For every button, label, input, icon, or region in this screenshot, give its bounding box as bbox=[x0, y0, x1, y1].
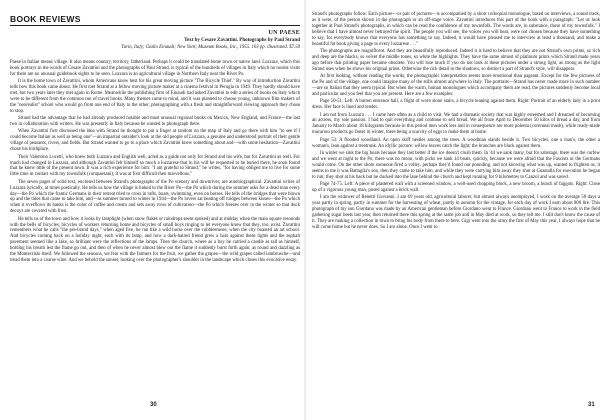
caption-paragraph: Page 53: A flooded woodland. An open skiff nestles among the trees. A woodman stands beside it. Two bicycles, one a man's, the other a woman's, lean against a treetrunk. An idyllic picture: willow leaves catch the light; the branches are black against them. bbox=[312, 137, 600, 149]
paragraph: He tells us of the town and how it looks by lamplight (when snow flakes or raindrops seem spoked) and at midday when the main square resounds with the bells of bicycles, bicycles of workers returning home and bicycles of small boys ringing to let everyone know that they, too, exist. Zavattini remembers what he calls "the pre-brand days," when aged five, he ran like a wild horse over the cobblestones, when the city boasted an art school. And bicycles coming back on a holiday night, each with its lamp, and how a dark-haired friend grew a halo against these lights and the asphalt pavement seemed like a lake, so brilliant were the reflections of the lamps. Then the church, where as a boy he carried a candle as tall as himself, holding his breath lest the flame go out, and then of when he never almost blew out the flame it suddenly burst forth again, as round and dazzling as the Montecristo itself. We followed the seasons, we fear with the farmers for the fruit, we gather the grapes—the wild grapes called lambrusche—and tread them into a coarse wine. And we behold the sunset, looking over the photographer's shoulder in the landscape which closes this evocative essay. bbox=[10, 216, 300, 263]
bibliographic-info: Turin, Italy; Giulio Einaudi; New York; Museum Books, Inc., 1955. 103 pp. illustrated. $7.50 bbox=[121, 45, 300, 50]
caption-paragraph: Page 50-51. Left: A barren entrance hall, a flight of worn stone stairs, a bicycle leaning against them. Right: Portrait of an elderly lady in a print dress. Her face is lined and tender. bbox=[312, 99, 600, 111]
paragraph: Strand's photographs follow. Each picture—or pair of pictures—is accompanied by a short colloquial monologue, based on interviews, a sound track, as it were, of the person shown in the photograph or an off-stage voice. Zavattini introduces this part of the book with a paragraph: "Let us look together at Paul Strand's photographs, in which can be read the confidence of my townsfolk. The words are, in substance, those of my townsfolk." I believe that I have almost never betrayed the spirit. The people you will see, the voices you will hear, were not chosen because they have something to say, for everybody knows that everyone has something to say. Indeed, it would have pleased me to interview at least a thousand, and make a beautiful fat book giving a page to every luzzarese . . ." bbox=[312, 12, 600, 47]
paragraph: Strand had the advantage that he had already produced notable and most unusual regional books on Mexico, New England, and France—the last two in collaboration with writers. He was presently in Italy because he wanted to photograph there. bbox=[10, 116, 300, 128]
right-page bbox=[312, 0, 600, 420]
caption-paragraph: Page 74-75. Left: A piece of plastered wall with a screened window, a well-used chopping block, a new broom, a bunch of faggots. Right: Close up of a vigorous young man, posed against a brick wall. bbox=[312, 181, 600, 193]
paragraph: I am not from Luzzara . . . I came here often as a child to visit. We had a dramatic society that was highly esteemed and I dreamed of becoming an actress, my sole passion. I had to quit everything and continue to sell bread. We all froze April to December 50 kilos of bread a day, and from January to March about 18 kilograms because in this period men work less and in consequence are more polenta (cornmeal mush), while ready-made macaroni products go faster in winter, there being a scarcity of eggs to make them at home. bbox=[312, 112, 600, 136]
paragraph: I am the widower of Benetti Giovanni. I am 69 years old, agricultural laborer, but almost always unemployed, I work on the average 50 days a year partly in spring, partly in summer for the harvesting of wheat, partly in autumn for the vintage, for each day of work I earn about 800 lire. This photograph of my son Giordano was made by an American gentleman before Giordano went to France. Giordano went to France to work in the field gathering sugar beets last year, then returned there this spring at the same job and in May died at work, so they tell me. I still don't know the cause of it. They are making a collection in town to bring his body from there to here. Gigi went into the army the first of May this year, I always hope that he will come home but he never does. So I am alone. Once I went to bbox=[312, 195, 600, 230]
paragraph: The seven pages of solid text, enclosed between Strand's photographs of the Po scenery and downriver, are autobiographical. Zavattini writes of Luzzara lyrically, at times poetically. He tells us how the village is linked to the River Po—the Po which during the summer asks for a dead man every day—the Po which the frantic Germans in their retreat tried to cross in rafts, boats, swimming, even on horses. He tells of the bridges that were blown up and the tides that came to take him, and—as summer turned to winter in 1944—the Po lovers sat beating off midges between kisses—the Po which when it overflows its banks is the color of coffee and cream and sets away rows of cultivation—the Po which freezes over in the winter so that duck decoys are covered with frost. bbox=[10, 179, 300, 215]
left-page bbox=[10, 0, 300, 420]
left-body-text bbox=[10, 60, 300, 265]
paragraph: Their Valentino Lucetti, who knew both Luzzara and English well, acted as a guide not only for Strand and his wife, but for Zavattini as well. For much had changed in Luzzara, and although Zavattini felt himself so much a luzzarese that in his will he requested to be buried there, he soon found that he knew little of the present town. It was a rich experience for him: "I am grateful to Strand," he writes, "for having obliged me to live for some little time in contact with my townsfolk (compaesani); it was at first difficult then marvellous." bbox=[10, 154, 300, 178]
page-number: 31 bbox=[588, 402, 595, 408]
heading-rule bbox=[10, 25, 300, 26]
credits-line: Text by Cesare Zavattini. Photographs by Paul Strand bbox=[184, 38, 300, 43]
gutter-divider bbox=[304, 0, 306, 420]
paragraph: The photographs are magnificent. And they are beautifully reproduced. Indeed it is hard to believe that they are not Strand's own prints, so rich and deep are the blacks, so velvet the middle tones, so white the highlights. They have the same almost of platinum prints which Strand made years ago before that printing paper became obsolete. You will lose much if you do not look at these pictures under a strong light, as strong as the light Strand uses when he shows his original prints. Otherwise the rich detail in the shadows, so distinct a part of Strand's style, will disappear. bbox=[312, 48, 600, 72]
paragraph: When Zavattini first discussed the idea with Strand he thought to put a finger at random on the map of Italy and go there with him "to see if I could become Italian as well as being one"—an impartial outsider's look at the old people of Luzzara, a genuine and understood portrait of their gentle village of peasants, rivers, and fields. But Strand wanted to go to a place which Zavattini knew something about and—with some hesitation—Zavattini chose his birthplace. bbox=[10, 129, 300, 153]
page-number: 30 bbox=[150, 402, 157, 408]
paragraph: Paese in Italian means village. It also means country, territory, fatherland. Perhaps it could be translated home town or native land. Luzzara, which this book portrays in the words of Cesare Zavattini and the photographs of Paul Strand, is typical of the hundreds of villages in Italy which no tourist visits for there are no unusual guidebook sights to be seen. Luzzara is an agricultural village in Northern Italy near the River Po. bbox=[10, 60, 300, 77]
section-heading: BOOK REVIEWS bbox=[10, 14, 81, 24]
paragraph: It is the home town of Zavattini, whom Americans know best for his great moving picture "The Bicycle Thief." By way of introduction Zavattini tells how this book came about. He first met Strand at a fellow moving picture maker at a cinema festival in Perugia in 1949. They hardly should have met, but two years later they met again in Rome. Meanwhile the publishing firm of Einaudi had asked Zavattini to edit a series of books on Italy which were to be different from the common run of travel books. Many themes came to mind, and it was planned to choose young, unknown film makers of the "neorealist" school who would go from one end of Italy to the other, photographing with a fresh and straightforward viewing approach they chose to stop. bbox=[10, 79, 300, 114]
paragraph: At first looking, without reading the words, the photographic interpretation seems more emotional than pageant. Except for the few pictures of the Po and of the village, one could imagine many of the stills almost anywhere in Italy. The portraits—Strand has never made more in such number—are so Italian that they seem typical. But when the warm, human monologues which accompany them are read, the pictures suddenly become local and particular and you feel that you are present. Here are a few examples: bbox=[312, 74, 600, 97]
book-title: UN PAESE bbox=[268, 30, 300, 36]
right-body-text bbox=[312, 12, 600, 232]
paragraph: In winter we sink the big boats because they last better if the ice doesn't crush them. In '44 we sank many, but for sabotage, there was the curfew and we went at night to the Po; there was no moon, with picks we sank 14 boats, quickly, because we were afraid that the Fascists or the Germans would come. On the other shore someone fired a volley, perhaps they'd found our pounding, and not knowing what was up, wanted to frighten us, it seems to me it was Battaglia's son, then they came to take him, and while they were carrying him away they shot at Guastalla for execution he began to run; they shot at his back but he ducked into the lane behind the church and kept running for 9 kilometres to Canzol and was saved. bbox=[312, 150, 600, 180]
